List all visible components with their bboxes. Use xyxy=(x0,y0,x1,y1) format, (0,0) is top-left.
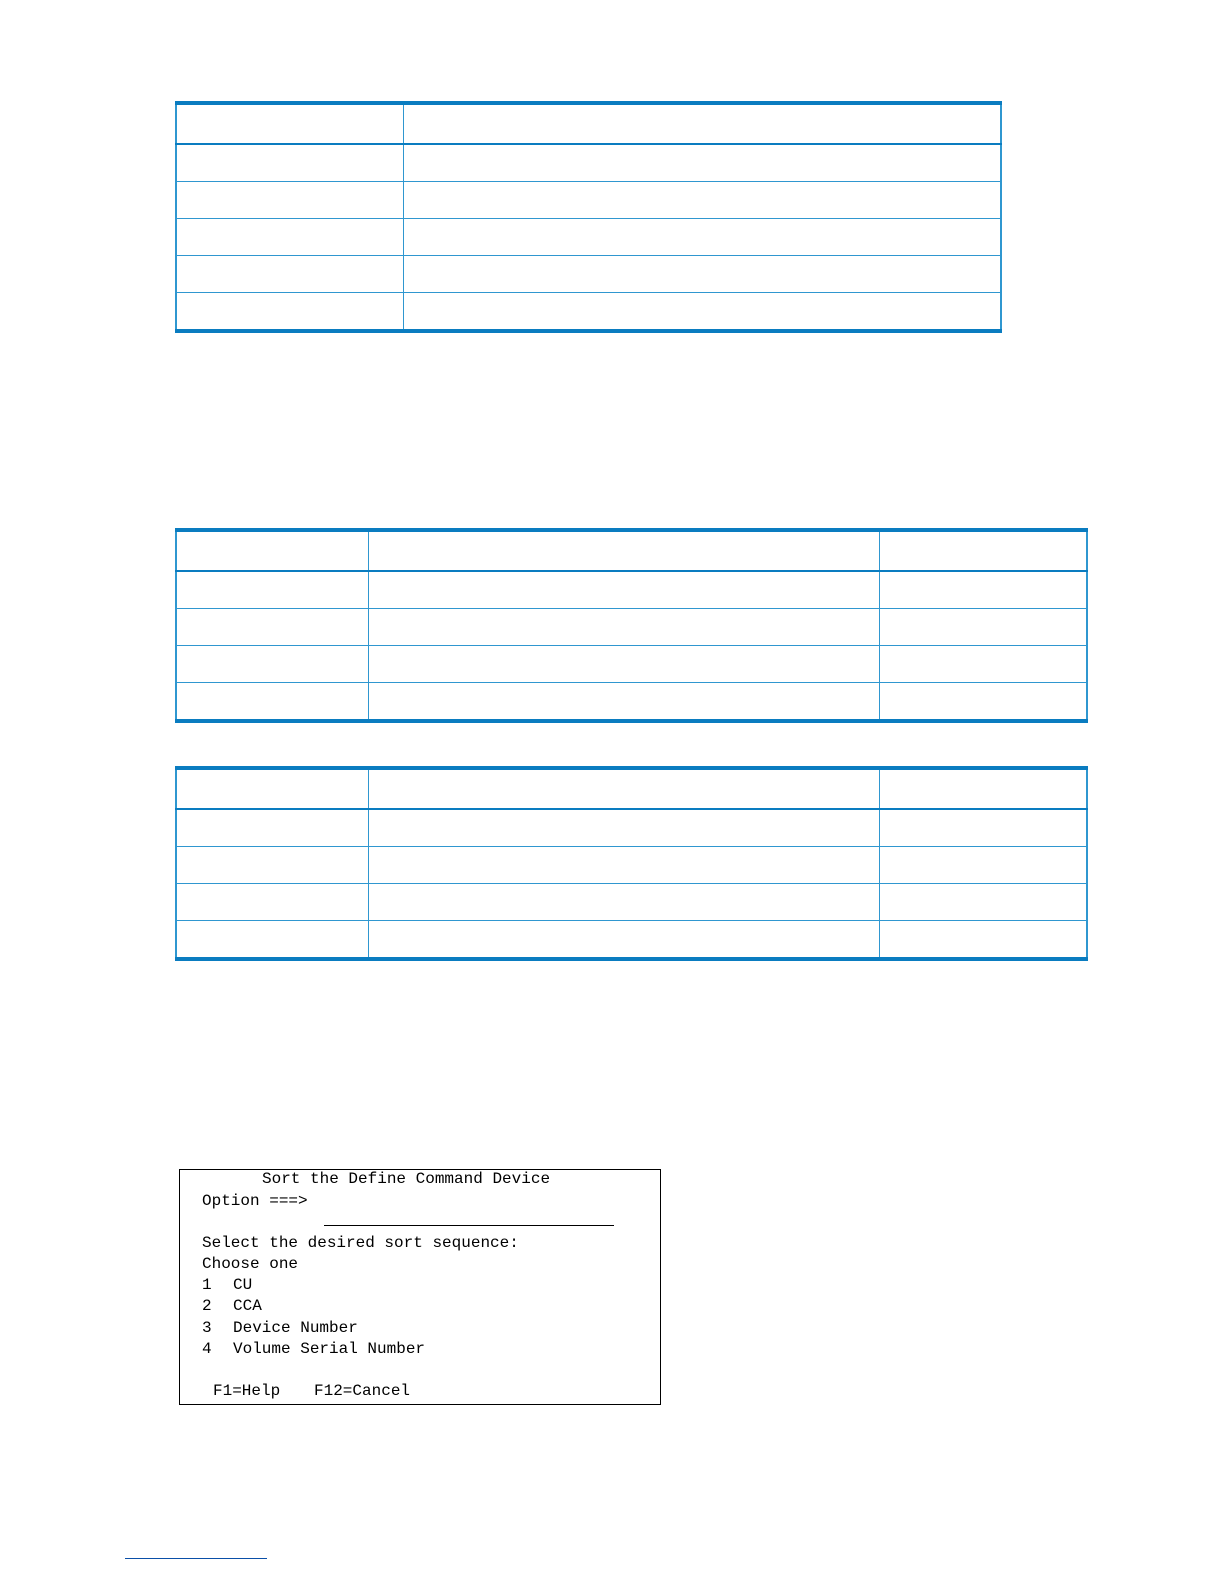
table-cell xyxy=(176,182,403,219)
table-cell xyxy=(879,609,1087,646)
table-cell xyxy=(368,809,879,847)
table-cell xyxy=(368,530,879,571)
table-cell xyxy=(879,884,1087,921)
table-cell xyxy=(879,809,1087,847)
table-cell xyxy=(368,884,879,921)
table-row xyxy=(176,809,1087,847)
table-row xyxy=(176,683,1087,722)
table-cell xyxy=(176,256,403,293)
table-cell xyxy=(368,609,879,646)
panel-title: Sort the Define Command Device xyxy=(262,1170,551,1188)
table-cell xyxy=(368,847,879,884)
table-row xyxy=(176,609,1087,646)
table-cell xyxy=(403,219,1001,256)
choice-volume-serial-number[interactable]: Volume Serial Number xyxy=(233,1340,426,1358)
table-cell xyxy=(176,144,403,182)
table-cell xyxy=(176,884,368,921)
table-1 xyxy=(175,101,1002,333)
table-row xyxy=(176,884,1087,921)
table-row xyxy=(176,182,1001,219)
choice-cu[interactable]: CU xyxy=(233,1276,253,1294)
table-cell xyxy=(879,683,1087,722)
table-cell xyxy=(176,921,368,960)
table-row xyxy=(176,847,1087,884)
choice-number: 2 xyxy=(202,1297,212,1315)
sort-prompt: Select the desired sort sequence: xyxy=(202,1234,519,1252)
choice-number: 3 xyxy=(202,1319,212,1337)
footer-rule xyxy=(125,1558,267,1559)
table-cell xyxy=(403,144,1001,182)
table-cell xyxy=(403,103,1001,144)
table-cell xyxy=(176,646,368,683)
table-cell xyxy=(368,571,879,609)
table-row xyxy=(176,921,1087,960)
table-cell xyxy=(403,293,1001,332)
table-cell xyxy=(879,571,1087,609)
table-cell xyxy=(879,921,1087,960)
help-key[interactable]: F1=Help xyxy=(213,1382,281,1400)
table-cell xyxy=(176,293,403,332)
choice-number: 1 xyxy=(202,1276,212,1294)
table-cell xyxy=(368,921,879,960)
option-label: Option ===> xyxy=(202,1192,308,1210)
table-cell xyxy=(176,219,403,256)
table-cell xyxy=(176,683,368,722)
choose-label: Choose one xyxy=(202,1255,299,1273)
table-header-row xyxy=(176,768,1087,809)
table-cell xyxy=(176,530,368,571)
choice-cca[interactable]: CCA xyxy=(233,1297,262,1315)
table-row xyxy=(176,646,1087,683)
table-cell xyxy=(879,768,1087,809)
table-cell xyxy=(176,768,368,809)
table-cell xyxy=(176,809,368,847)
table-3 xyxy=(175,766,1088,961)
table-row xyxy=(176,144,1001,182)
table-cell xyxy=(403,256,1001,293)
table-cell xyxy=(368,646,879,683)
table-cell xyxy=(879,530,1087,571)
table-cell xyxy=(879,847,1087,884)
table-row xyxy=(176,256,1001,293)
choice-number: 4 xyxy=(202,1340,212,1358)
choice-device-number[interactable]: Device Number xyxy=(233,1319,358,1337)
sort-command-device-panel xyxy=(179,1169,661,1405)
cancel-key[interactable]: F12=Cancel xyxy=(314,1382,411,1400)
table-cell xyxy=(403,182,1001,219)
table-header-row xyxy=(176,530,1087,571)
table-2 xyxy=(175,528,1088,723)
table-row xyxy=(176,293,1001,332)
table-row xyxy=(176,571,1087,609)
table-cell xyxy=(176,847,368,884)
table-cell xyxy=(368,768,879,809)
table-cell xyxy=(176,103,403,144)
option-input[interactable] xyxy=(324,1211,614,1226)
table-cell xyxy=(176,609,368,646)
table-cell xyxy=(879,646,1087,683)
table-cell xyxy=(176,571,368,609)
table-cell xyxy=(368,683,879,722)
table-row xyxy=(176,219,1001,256)
table-header-row xyxy=(176,103,1001,144)
